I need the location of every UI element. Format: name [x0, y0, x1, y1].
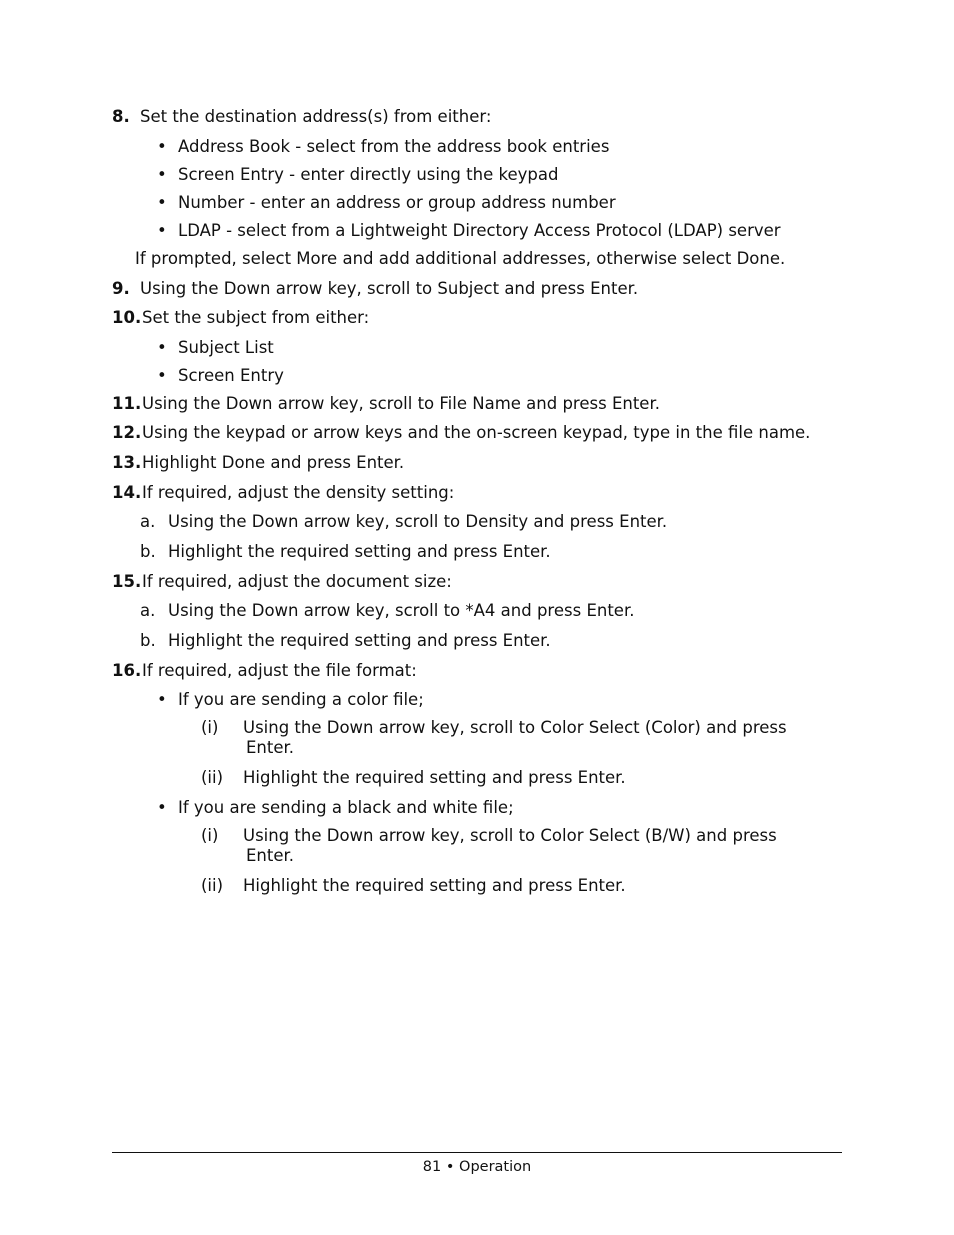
bullet-icon: • [157, 165, 167, 184]
bullet-icon: • [157, 221, 167, 240]
step-text: Using the Down arrow key, scroll to Subject and press Enter. [140, 279, 639, 298]
step-text: Set the destination address(s) from either: [140, 107, 492, 126]
list-item: Address Book - select from the address book entries [178, 137, 610, 156]
footer-divider [112, 1152, 842, 1153]
sub-step-text: Enter. [246, 846, 295, 865]
step-text: Using the keypad or arrow keys and the on-screen keypad, type in the file name. [142, 423, 811, 442]
sub-step-label: b. [140, 631, 156, 650]
sub-step-text: Enter. [246, 738, 295, 757]
step-number: 13. [112, 453, 142, 472]
step-text: Set the subject from either: [142, 308, 370, 327]
sub-step-text: Using the Down arrow key, scroll to Color Select (Color) and press [243, 718, 787, 737]
step-text: Highlight Done and press Enter. [142, 453, 405, 472]
sub-step-text: Using the Down arrow key, scroll to Density and press Enter. [168, 512, 668, 531]
bullet-icon: • [157, 798, 167, 817]
page-footer [0, 1157, 954, 1177]
sub-step-text: Using the Down arrow key, scroll to Color Select (B/W) and press [243, 826, 777, 845]
sub-step-label: (i) [201, 718, 219, 737]
bullet-icon: • [157, 193, 167, 212]
step-number: 16. [112, 661, 142, 680]
list-item: If you are sending a color file; [178, 690, 424, 709]
bullet-icon: • [157, 690, 167, 709]
sub-step-label: a. [140, 512, 156, 531]
sub-step-text: Highlight the required setting and press Enter. [243, 876, 626, 895]
section-name: Operation [459, 1159, 532, 1175]
list-item: Screen Entry - enter directly using the keypad [178, 165, 559, 184]
sub-step-label: b. [140, 542, 156, 561]
sub-step-text: Highlight the required setting and press Enter. [243, 768, 626, 787]
bullet-icon: • [157, 338, 167, 357]
list-item: If you are sending a black and white file; [178, 798, 514, 817]
sub-step-text: Highlight the required setting and press Enter. [168, 631, 551, 650]
list-item: Subject List [178, 338, 274, 357]
bullet-icon: • [157, 366, 167, 385]
sub-step-label: a. [140, 601, 156, 620]
sub-step-text: Using the Down arrow key, scroll to *A4 and press Enter. [168, 601, 635, 620]
step-text: If required, adjust the density setting: [142, 483, 455, 502]
page-number: 81 [422, 1159, 442, 1175]
sub-step-label: (ii) [201, 876, 224, 895]
bullet-icon: • [157, 137, 167, 156]
sub-step-label: (ii) [201, 768, 224, 787]
step-number: 11. [112, 394, 142, 413]
step-text: If required, adjust the file format: [142, 661, 417, 680]
step-text: Using the Down arrow key, scroll to File Name and press Enter. [142, 394, 660, 413]
step-number: 15. [112, 572, 142, 591]
list-item: Screen Entry [178, 366, 284, 385]
footer-separator: • [445, 1159, 455, 1175]
step-number: 10. [112, 308, 142, 327]
step-text: If required, adjust the document size: [142, 572, 452, 591]
step-note: If prompted, select More and add additional addresses, otherwise select Done. [135, 249, 786, 268]
step-number: 14. [112, 483, 142, 502]
step-number: 8. [112, 107, 130, 126]
list-item: LDAP - select from a Lightweight Directory Access Protocol (LDAP) server [178, 221, 781, 240]
step-number: 9. [112, 279, 130, 298]
sub-step-label: (i) [201, 826, 219, 845]
step-number: 12. [112, 423, 142, 442]
sub-step-text: Highlight the required setting and press Enter. [168, 542, 551, 561]
list-item: Number - enter an address or group address number [178, 193, 616, 212]
